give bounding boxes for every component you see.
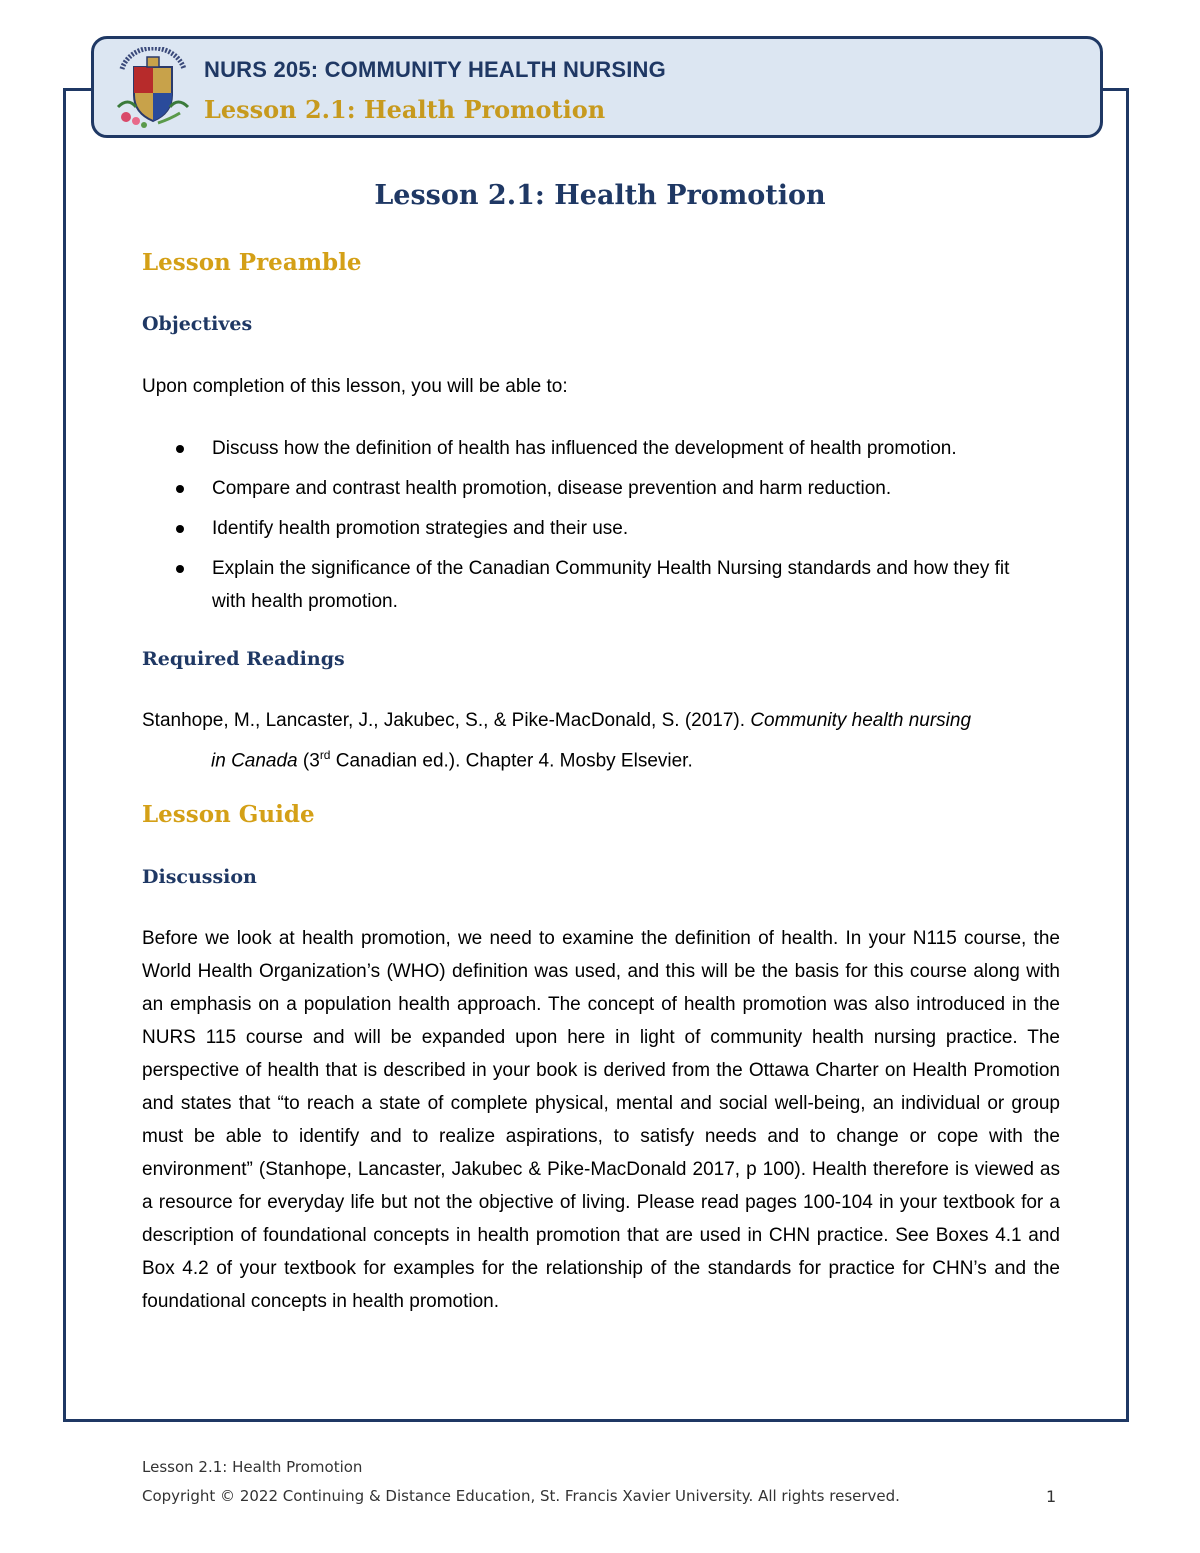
footer-lesson: Lesson 2.1: Health Promotion	[142, 1458, 363, 1476]
discussion-heading: Discussion	[142, 866, 257, 888]
objectives-intro: Upon completion of this lesson, you will be able to:	[142, 376, 568, 397]
header-lesson-title: Lesson 2.1: Health Promotion	[204, 95, 606, 124]
list-item: Discuss how the definition of health has influenced the development of health promotion.	[170, 432, 1070, 465]
reading-citation	[142, 704, 1072, 778]
readings-heading: Required Readings	[142, 648, 345, 670]
page-number: 1	[1046, 1487, 1057, 1506]
citation-title-cont: in Canada	[211, 750, 298, 772]
discussion-text: Before we look at health promotion, we need to examine the definition of health. In your N115 course, the World Health Organization’s (WHO) definition was used, and this will be the basis for this course along with an emphasis on a population health approach. The concept of health promotion was also introduced in the NURS 115 course and will be expanded upon here in light of community health nursing practice. The perspective of health that is described in your book is derived from the Ottawa Charter on Health Promotion and states that “to reach a state of complete physical, mental and social well-being, an individual or group must be able to identify and to realize aspirations, to satisfy needs and to change or cope with the environment” (Stanhope, Lancaster, Jakubec & Pike-MacDonald 2017, p 100). Health therefore is viewed as a resource for everyday life but not the objective of living. Please read pages 100-104 in your textbook for a description of foundational concepts in health promotion that are used in CHN practice. See Boxes 4.1 and Box 4.2 of your textbook for examples for the relationship of the standards for practice for CHN’s and the foundational concepts in health promotion.	[142, 928, 1060, 1312]
footer-copyright: Copyright © 2022 Continuing & Distance Education, St. Francis Xavier University. All rights reserved.	[142, 1487, 900, 1505]
objectives-heading: Objectives	[142, 313, 253, 335]
university-crest-icon	[114, 47, 192, 129]
citation-edition-pre: (3	[297, 750, 320, 772]
citation-edition-sup: rd	[319, 748, 331, 762]
list-item: Identify health promotion strategies and their use.	[170, 512, 1070, 545]
objectives-list	[170, 432, 1070, 625]
citation-title: Community health nursing	[750, 710, 972, 731]
citation-authors: Stanhope, M., Lancaster, J., Jakubec, S., & Pike-MacDonald, S. (2017).	[142, 710, 751, 731]
list-item: Explain the significance of the Canadian Community Health Nursing standards and how they fit with health promotion.	[170, 552, 1042, 618]
course-title: NURS 205: COMMUNITY HEALTH NURSING	[204, 57, 666, 82]
preamble-heading: Lesson Preamble	[142, 249, 362, 276]
course-header	[91, 36, 1103, 138]
citation-edition-post: Canadian ed.). Chapter 4. Mosby Elsevier.	[330, 750, 693, 772]
list-item: Compare and contrast health promotion, disease prevention and harm reduction.	[170, 472, 1070, 505]
guide-heading: Lesson Guide	[142, 801, 315, 828]
page-title: Lesson 2.1: Health Promotion	[374, 180, 826, 211]
